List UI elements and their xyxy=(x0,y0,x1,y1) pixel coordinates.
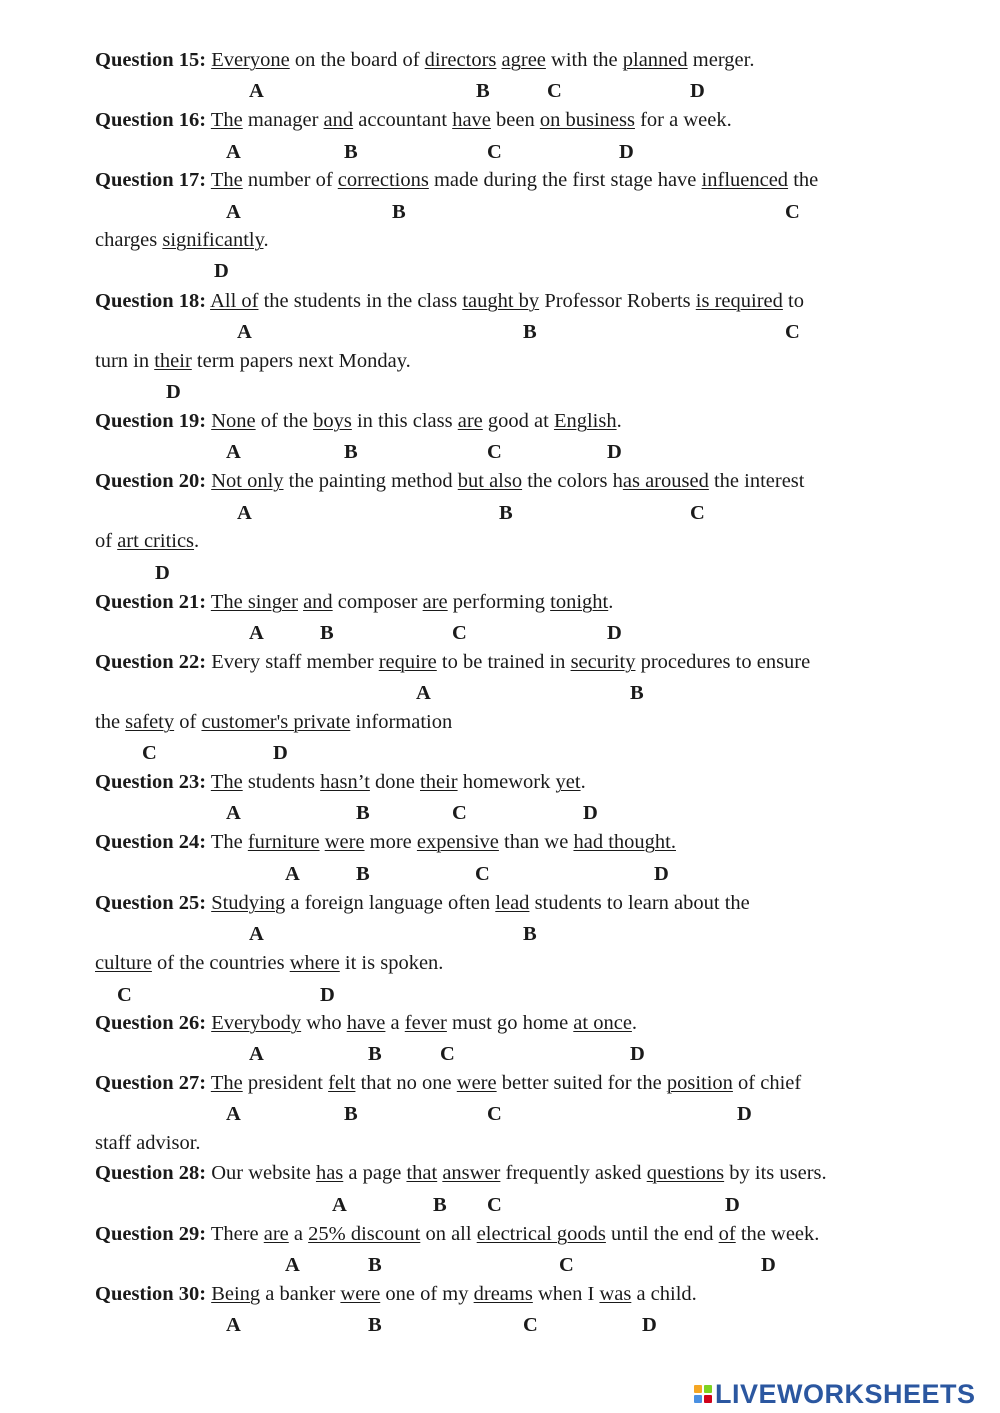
q26-option-b[interactable]: have xyxy=(346,1012,386,1034)
q30-label: Question 30: xyxy=(95,1283,207,1305)
q15-option-a[interactable]: Everyone xyxy=(211,49,290,71)
q19-option-d[interactable]: English xyxy=(553,410,617,432)
q17-option-b[interactable]: corrections xyxy=(337,169,429,191)
q25-option-c[interactable]: culture xyxy=(95,952,152,974)
q24-letter-c: C xyxy=(475,863,490,885)
liveworksheets-logo-text: LIVEWORKSHEETS xyxy=(715,1378,976,1409)
q30-option-d[interactable]: was xyxy=(599,1283,632,1305)
q29-line xyxy=(95,1222,819,1246)
q29-option-d[interactable]: of xyxy=(718,1223,736,1245)
q19-option-a[interactable]: None xyxy=(211,410,256,432)
q23-option-c[interactable]: their xyxy=(420,771,458,793)
q20-text: . xyxy=(194,530,200,552)
q25-text: it is spoken. xyxy=(344,952,444,974)
q26-letter-d: D xyxy=(630,1043,645,1065)
q17-option-c[interactable]: influenced xyxy=(701,169,789,191)
q22-letter-b: B xyxy=(630,682,644,704)
q29-letter-d: D xyxy=(761,1254,776,1276)
logo-square-blue xyxy=(694,1395,702,1403)
q18-option-b[interactable]: taught by xyxy=(462,290,540,312)
q23-letter-d: D xyxy=(583,802,598,824)
q22-line2 xyxy=(95,710,452,734)
q15-option-c[interactable]: agree xyxy=(501,49,546,71)
q28-text: frequently asked xyxy=(505,1162,642,1184)
q26-letter-b: B xyxy=(368,1043,382,1065)
q17-option-a[interactable]: The xyxy=(210,169,243,191)
q16-option-a[interactable]: The xyxy=(210,109,243,131)
q17-text: the xyxy=(793,169,819,191)
q25-label: Question 25: xyxy=(95,892,207,914)
q27-option-c[interactable]: were xyxy=(456,1072,497,1094)
q30-text: when I xyxy=(537,1283,595,1305)
q17-text: charges xyxy=(95,229,158,251)
q20-letter-d: D xyxy=(155,562,170,584)
q19-line xyxy=(95,409,622,433)
q18-label: Question 18: xyxy=(95,290,207,312)
q30-line xyxy=(95,1282,697,1306)
q30-text: one of my xyxy=(385,1283,469,1305)
q30-letter-d: D xyxy=(642,1314,657,1336)
q25-letter-b: B xyxy=(523,923,537,945)
q20-option-b[interactable]: but also xyxy=(457,470,523,492)
q21-label: Question 21: xyxy=(95,591,207,613)
q27-text: of chief xyxy=(738,1072,802,1094)
q17-letter-a: A xyxy=(226,201,241,223)
q20-text: the painting method xyxy=(288,470,453,492)
q22-letter-a: A xyxy=(416,682,431,704)
q19-option-c[interactable]: are xyxy=(457,410,483,432)
q19-text: in this class xyxy=(356,410,453,432)
q16-letter-c: C xyxy=(487,141,502,163)
q22-text: Every staff member xyxy=(211,651,374,673)
q23-letter-c: C xyxy=(452,802,467,824)
q27-text: that no one xyxy=(360,1072,452,1094)
q17-text: made during the first stage have xyxy=(433,169,697,191)
q15-letter-b: B xyxy=(476,80,490,102)
q18-letter-a: A xyxy=(237,321,252,343)
q27-line xyxy=(95,1071,801,1095)
q23-letter-b: B xyxy=(356,802,370,824)
q15-text: merger. xyxy=(692,49,755,71)
q18-text: the students in the class xyxy=(263,290,458,312)
q28-letter-a: A xyxy=(332,1194,347,1216)
q21-letter-b: B xyxy=(320,622,334,644)
q18-option-a[interactable]: All of xyxy=(210,290,259,312)
q24-text: than we xyxy=(504,831,569,853)
q18-text: turn in xyxy=(95,350,150,372)
q21-letter-c: C xyxy=(452,622,467,644)
q23-label: Question 23: xyxy=(95,771,207,793)
q21-letter-d: D xyxy=(607,622,622,644)
q18-option-c[interactable]: is required xyxy=(695,290,783,312)
q27-letter-a: A xyxy=(226,1103,241,1125)
q25-option-a[interactable]: Studying xyxy=(211,892,286,914)
q23-letter-a: A xyxy=(226,802,241,824)
q17-letter-d: D xyxy=(214,260,229,282)
q20-option-c[interactable]: as aroused xyxy=(622,470,709,492)
q29-label: Question 29: xyxy=(95,1223,207,1245)
q20-letter-b: B xyxy=(499,502,513,524)
q18-text: Professor Roberts xyxy=(544,290,691,312)
q30-text: a banker xyxy=(265,1283,336,1305)
q25-line2 xyxy=(95,951,443,975)
q28-option-c[interactable]: answer xyxy=(442,1162,501,1184)
q28-text: Our website xyxy=(211,1162,311,1184)
q23-text: homework xyxy=(462,771,551,793)
q28-option-d[interactable]: questions xyxy=(646,1162,725,1184)
q22-line xyxy=(95,650,810,674)
q24-letter-a: A xyxy=(285,863,300,885)
q25-text: of the countries xyxy=(157,952,285,974)
q26-option-d[interactable]: at once xyxy=(573,1012,632,1034)
q29-text: There xyxy=(210,1223,259,1245)
logo-square-red xyxy=(704,1395,712,1403)
q19-label: Question 19: xyxy=(95,410,207,432)
q30-letter-a: A xyxy=(226,1314,241,1336)
q26-text: must go home xyxy=(452,1012,569,1034)
q27-letter-d: D xyxy=(737,1103,752,1125)
q25-letter-c: C xyxy=(117,984,132,1006)
q21-option-b[interactable]: and xyxy=(303,591,333,613)
q30-option-b[interactable]: were xyxy=(340,1283,381,1305)
q16-letter-d: D xyxy=(619,141,634,163)
q29-text: a xyxy=(293,1223,304,1245)
q23-option-a[interactable]: The xyxy=(210,771,243,793)
q29-text: until the end xyxy=(611,1223,714,1245)
q17-text: number of xyxy=(247,169,333,191)
q27-text: better suited for the xyxy=(501,1072,662,1094)
q28-letter-d: D xyxy=(725,1194,740,1216)
q19-text: good at xyxy=(487,410,549,432)
q23-line xyxy=(95,770,586,794)
q20-letter-a: A xyxy=(237,502,252,524)
q15-option-d[interactable]: planned xyxy=(622,49,688,71)
q19-letter-a: A xyxy=(226,441,241,463)
q21-text: composer xyxy=(337,591,418,613)
q24-option-b[interactable]: were xyxy=(324,831,365,853)
q28-line xyxy=(95,1161,827,1185)
q20-text: the interest xyxy=(713,470,805,492)
q22-text: information xyxy=(355,711,453,733)
q24-option-a[interactable]: furniture xyxy=(247,831,320,853)
q15-letter-d: D xyxy=(690,80,705,102)
q29-text: on all xyxy=(425,1223,472,1245)
q16-letter-a: A xyxy=(226,141,241,163)
q16-option-d[interactable]: on business xyxy=(539,109,635,131)
q22-text: the xyxy=(95,711,121,733)
q20-label: Question 20: xyxy=(95,470,207,492)
q24-option-c[interactable]: expensive xyxy=(416,831,499,853)
q29-option-a[interactable]: are xyxy=(263,1223,289,1245)
q20-line xyxy=(95,469,804,493)
q15-text: on the board of xyxy=(294,49,420,71)
liveworksheets-mark-icon xyxy=(694,1385,712,1403)
q20-text: the colors h xyxy=(527,470,623,492)
q30-letter-c: C xyxy=(523,1314,538,1336)
q26-text: a xyxy=(390,1012,400,1034)
q28-option-a[interactable]: has xyxy=(315,1162,344,1184)
q18-text: to xyxy=(788,290,804,312)
q18-line2 xyxy=(95,349,411,373)
q29-option-c[interactable]: electrical goods xyxy=(476,1223,606,1245)
q24-option-d[interactable]: had thought. xyxy=(573,831,676,853)
q29-option-b[interactable]: 25% discount xyxy=(308,1223,421,1245)
q16-text: manager xyxy=(247,109,319,131)
q19-option-b[interactable]: boys xyxy=(313,410,352,432)
q26-option-a[interactable]: Everybody xyxy=(211,1012,302,1034)
q17-letter-c: C xyxy=(785,201,800,223)
q18-text: term papers next Monday. xyxy=(196,350,411,372)
q28-text: a page xyxy=(348,1162,402,1184)
q16-letter-b: B xyxy=(344,141,358,163)
q18-line xyxy=(95,289,804,313)
q25-line xyxy=(95,891,750,915)
q27-line2 xyxy=(95,1131,201,1155)
q22-text: to be trained in xyxy=(441,651,566,673)
q22-letter-d: D xyxy=(273,742,288,764)
q24-letter-b: B xyxy=(356,863,370,885)
q21-option-d[interactable]: tonight xyxy=(550,591,609,613)
q30-option-c[interactable]: dreams xyxy=(473,1283,533,1305)
q22-label: Question 22: xyxy=(95,651,207,673)
q19-letter-d: D xyxy=(607,441,622,463)
q16-line xyxy=(95,108,732,132)
q21-option-a[interactable]: The singer xyxy=(210,591,298,613)
q15-option-b[interactable]: directors xyxy=(424,49,497,71)
q16-text: been xyxy=(496,109,535,131)
q26-line xyxy=(95,1011,637,1035)
q30-text: a child. xyxy=(636,1283,697,1305)
q28-letter-b: B xyxy=(433,1194,447,1216)
q23-text: students xyxy=(247,771,316,793)
q20-letter-c: C xyxy=(690,502,705,524)
q25-text: students to learn about the xyxy=(534,892,750,914)
q17-label: Question 17: xyxy=(95,169,207,191)
q21-letter-a: A xyxy=(249,622,264,644)
q19-letter-c: C xyxy=(487,441,502,463)
q18-option-d[interactable]: their xyxy=(154,350,192,372)
q23-text: done xyxy=(375,771,415,793)
q23-option-b[interactable]: hasn’t xyxy=(320,771,370,793)
q27-letter-b: B xyxy=(344,1103,358,1125)
q24-letter-d: D xyxy=(654,863,669,885)
q27-option-a[interactable]: The xyxy=(210,1072,243,1094)
logo-square-orange xyxy=(694,1385,702,1393)
q26-text: who xyxy=(306,1012,342,1034)
q15-text: with the xyxy=(551,49,618,71)
q28-letter-c: C xyxy=(487,1194,502,1216)
q21-text: performing xyxy=(452,591,546,613)
q27-option-b[interactable]: felt xyxy=(328,1072,356,1094)
q22-option-d[interactable]: customer's private xyxy=(201,711,351,733)
q27-option-d[interactable]: position xyxy=(666,1072,733,1094)
q22-text: of xyxy=(179,711,197,733)
q15-letter-a: A xyxy=(249,80,264,102)
q25-letter-a: A xyxy=(249,923,264,945)
q28-text: by its users. xyxy=(729,1162,827,1184)
q15-line xyxy=(95,48,754,72)
q20-text: of xyxy=(95,530,113,552)
q16-label: Question 16: xyxy=(95,109,207,131)
q16-text: for a week. xyxy=(640,109,732,131)
q16-option-c[interactable]: have xyxy=(452,109,491,131)
q19-text: . xyxy=(616,410,622,432)
q29-letter-a: A xyxy=(285,1254,300,1276)
q17-letter-b: B xyxy=(392,201,406,223)
q20-line2 xyxy=(95,529,199,553)
q16-text: accountant xyxy=(358,109,448,131)
q27-text: president xyxy=(247,1072,323,1094)
q26-letter-a: A xyxy=(249,1043,264,1065)
liveworksheets-logo[interactable] xyxy=(694,1376,976,1412)
q22-letter-c: C xyxy=(142,742,157,764)
q22-text: procedures to ensure xyxy=(640,651,811,673)
q26-letter-c: C xyxy=(440,1043,455,1065)
q25-option-b[interactable]: lead xyxy=(495,892,530,914)
q18-letter-c: C xyxy=(785,321,800,343)
q30-option-a[interactable]: Being xyxy=(211,1283,261,1305)
q15-letter-c: C xyxy=(547,80,562,102)
q27-label: Question 27: xyxy=(95,1072,207,1094)
q26-text: . xyxy=(631,1012,638,1034)
q26-option-c[interactable]: fever xyxy=(404,1012,447,1034)
q17-option-d[interactable]: significantly xyxy=(162,229,264,251)
q20-option-d[interactable]: art critics xyxy=(117,530,195,552)
q29-text: the week. xyxy=(740,1223,820,1245)
q27-text: staff advisor. xyxy=(95,1132,201,1154)
q24-label: Question 24: xyxy=(95,831,207,853)
q28-option-b[interactable]: that xyxy=(406,1162,438,1184)
q17-line2 xyxy=(95,228,269,252)
q19-text: of the xyxy=(260,410,308,432)
q25-text: a foreign language often xyxy=(290,892,491,914)
logo-square-green xyxy=(704,1385,712,1393)
q21-line xyxy=(95,590,613,614)
q21-option-c[interactable]: are xyxy=(422,591,448,613)
q29-letter-b: B xyxy=(368,1254,382,1276)
q17-text: . xyxy=(263,229,269,251)
q16-option-b[interactable]: and xyxy=(323,109,354,131)
q21-text: . xyxy=(608,591,614,613)
q15-label: Question 15: xyxy=(95,49,207,71)
q25-option-d[interactable]: where xyxy=(289,952,340,974)
q18-letter-b: B xyxy=(523,321,537,343)
q24-line xyxy=(95,830,676,854)
q27-letter-c: C xyxy=(487,1103,502,1125)
q28-label: Question 28: xyxy=(95,1162,207,1184)
q24-text: more xyxy=(369,831,412,853)
q20-option-a[interactable]: Not only xyxy=(211,470,284,492)
q24-text: The xyxy=(210,831,243,853)
q30-letter-b: B xyxy=(368,1314,382,1336)
q23-text: . xyxy=(580,771,586,793)
q22-option-a[interactable]: require xyxy=(378,651,437,673)
q29-letter-c: C xyxy=(559,1254,574,1276)
q26-label: Question 26: xyxy=(95,1012,207,1034)
q25-letter-d: D xyxy=(320,984,335,1006)
q18-letter-d: D xyxy=(166,381,181,403)
q17-line xyxy=(95,168,818,192)
q19-letter-b: B xyxy=(344,441,358,463)
q22-option-c[interactable]: safety xyxy=(125,711,175,733)
q23-option-d[interactable]: yet xyxy=(555,771,581,793)
q22-option-b[interactable]: security xyxy=(570,651,636,673)
